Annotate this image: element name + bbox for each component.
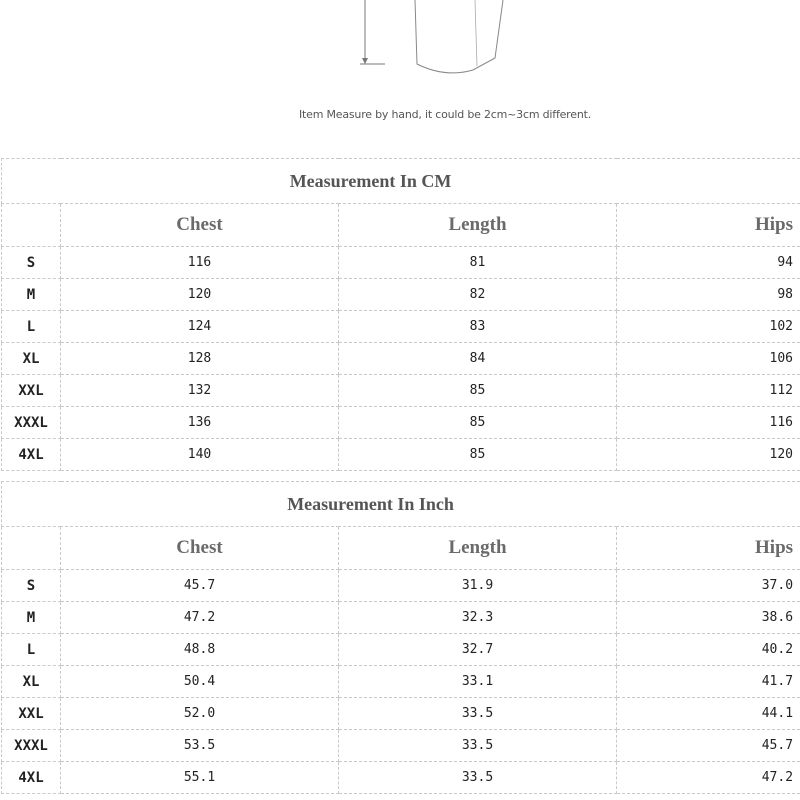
size-label: XXXL: [2, 407, 61, 439]
table-row: [2, 247, 800, 279]
table-title: Measurement In CM: [2, 159, 800, 204]
hips-value: 120: [617, 439, 800, 471]
chest-value: 53.5: [61, 730, 339, 762]
table-row: [2, 730, 800, 762]
table-row: [2, 698, 800, 730]
size-label: L: [2, 311, 61, 343]
size-label: M: [2, 602, 61, 634]
hips-value: 106: [617, 343, 800, 375]
table-row: [2, 343, 800, 375]
chest-value: 47.2: [61, 602, 339, 634]
column-header-chest: Chest: [61, 204, 339, 247]
size-label: XXXL: [2, 730, 61, 762]
chest-value: 52.0: [61, 698, 339, 730]
size-label: 4XL: [2, 762, 61, 794]
size-header-empty: [2, 204, 61, 247]
chest-value: 48.8: [61, 634, 339, 666]
table-row: [2, 439, 800, 471]
chest-value: 50.4: [61, 666, 339, 698]
length-value: 33.5: [339, 762, 617, 794]
hips-value: 41.7: [617, 666, 800, 698]
chest-value: 124: [61, 311, 339, 343]
hips-value: 45.7: [617, 730, 800, 762]
chest-value: 55.1: [61, 762, 339, 794]
table-row: [2, 602, 800, 634]
cm-table-body: [2, 247, 800, 471]
table-row: [2, 762, 800, 794]
size-header-empty: [2, 527, 61, 570]
hips-value: 102: [617, 311, 800, 343]
hips-value: 47.2: [617, 762, 800, 794]
column-header-chest: Chest: [61, 527, 339, 570]
hips-value: 38.6: [617, 602, 800, 634]
chest-value: 45.7: [61, 570, 339, 602]
size-label: S: [2, 247, 61, 279]
size-label: XXL: [2, 375, 61, 407]
column-header-length: Length: [339, 527, 617, 570]
inch-size-table: [1, 481, 800, 794]
table-row: [2, 570, 800, 602]
inch-table-body: [2, 570, 800, 794]
hips-value: 44.1: [617, 698, 800, 730]
table-row: [2, 279, 800, 311]
chest-value: 116: [61, 247, 339, 279]
size-label: XXL: [2, 698, 61, 730]
cm-size-table: [1, 158, 800, 471]
table-row: [2, 634, 800, 666]
table-row: [2, 666, 800, 698]
length-value: 85: [339, 439, 617, 471]
hips-value: 98: [617, 279, 800, 311]
length-value: 82: [339, 279, 617, 311]
length-value: 85: [339, 375, 617, 407]
length-value: 84: [339, 343, 617, 375]
length-value: 32.3: [339, 602, 617, 634]
size-label: XL: [2, 343, 61, 375]
table-row: [2, 375, 800, 407]
garment-illustration: [355, 0, 515, 80]
length-value: 83: [339, 311, 617, 343]
size-label: XL: [2, 666, 61, 698]
column-header-length: Length: [339, 204, 617, 247]
chest-value: 128: [61, 343, 339, 375]
length-value: 33.5: [339, 698, 617, 730]
length-value: 31.9: [339, 570, 617, 602]
chest-value: 132: [61, 375, 339, 407]
hips-value: 40.2: [617, 634, 800, 666]
column-header-hips: Hips: [617, 527, 800, 570]
chest-value: 120: [61, 279, 339, 311]
size-label: 4XL: [2, 439, 61, 471]
measurement-note: Item Measure by hand, it could be 2cm~3cm different.: [298, 108, 592, 121]
size-label: M: [2, 279, 61, 311]
table-row: [2, 311, 800, 343]
length-value: 81: [339, 247, 617, 279]
column-header-hips: Hips: [617, 204, 800, 247]
length-value: 32.7: [339, 634, 617, 666]
length-value: 85: [339, 407, 617, 439]
length-value: 33.1: [339, 666, 617, 698]
size-label: L: [2, 634, 61, 666]
hips-value: 37.0: [617, 570, 800, 602]
chest-value: 136: [61, 407, 339, 439]
length-value: 33.5: [339, 730, 617, 762]
table-row: [2, 407, 800, 439]
table-title: Measurement In Inch: [2, 482, 800, 527]
size-label: S: [2, 570, 61, 602]
hips-value: 116: [617, 407, 800, 439]
chest-value: 140: [61, 439, 339, 471]
hips-value: 94: [617, 247, 800, 279]
hips-value: 112: [617, 375, 800, 407]
